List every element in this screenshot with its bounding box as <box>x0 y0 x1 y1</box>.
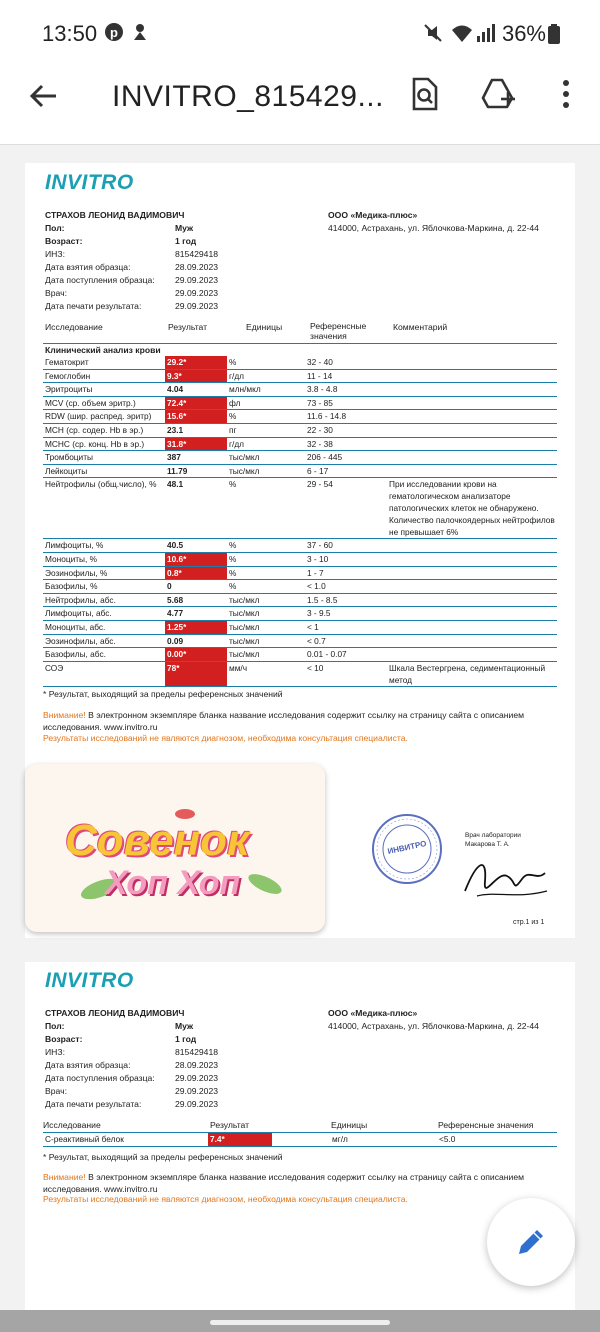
test-name: СОЭ <box>43 661 165 686</box>
patient-name: СТРАХОВ ЛЕОНИД ВАДИМОВИЧ <box>45 210 185 220</box>
units: г/дл <box>227 437 305 451</box>
table-row <box>43 451 557 465</box>
comment: При исследовании крови на гематологическом анализаторе патологических клеток не обнаружено. Количество палочкоядерных нейтрофилов не превышает 6% <box>387 478 557 539</box>
section-title: Клинический анализ крови <box>45 345 161 355</box>
spacer <box>272 1133 330 1147</box>
reference: < 10 <box>305 661 387 686</box>
result-value: 31.8* <box>165 437 227 451</box>
col-header-result: Результат <box>168 322 208 332</box>
table-row <box>43 580 557 594</box>
test-name: Лимфоциты, абс. <box>43 607 165 621</box>
units: % <box>227 478 305 539</box>
warning-label: Внимание! <box>43 1172 86 1182</box>
comment <box>387 539 557 553</box>
units: тыс/мкл <box>227 620 305 634</box>
comment <box>387 593 557 607</box>
comment <box>387 580 557 594</box>
table-row <box>43 566 557 580</box>
result-value: 7.4* <box>208 1133 272 1147</box>
more-options-icon[interactable] <box>556 76 592 112</box>
result-value: 9.3* <box>165 369 227 383</box>
units: тыс/мкл <box>227 451 305 465</box>
test-name: Гемоглобин <box>43 369 165 383</box>
reference: <5.0 <box>437 1133 557 1147</box>
test-name: Эозинофилы, абс. <box>43 634 165 648</box>
field-label: Пол: <box>45 223 65 233</box>
signature-icon <box>457 851 553 905</box>
result-value: 15.6* <box>165 410 227 424</box>
comment: Шкала Вестергрена, седиментационный метод <box>387 661 557 686</box>
pinterest-icon <box>104 22 124 47</box>
test-name: С-реактивный белок <box>43 1133 208 1147</box>
comment <box>387 437 557 451</box>
units: тыс/мкл <box>227 593 305 607</box>
reference: 1 - 7 <box>305 566 387 580</box>
field-label: Врач: <box>45 1086 67 1096</box>
result-value: 0.00* <box>165 648 227 662</box>
test-name: Моноциты, абс. <box>43 620 165 634</box>
test-name: Базофилы, абс. <box>43 648 165 662</box>
test-name: MCHC (ср. конц. Hb в эр.) <box>43 437 165 451</box>
units: тыс/мкл <box>227 634 305 648</box>
battery-percent: 36% <box>501 21 546 46</box>
clinic-name: ООО «Медика-плюс» <box>328 210 418 220</box>
units: млн/мкл <box>227 383 305 397</box>
table-row <box>43 1133 557 1147</box>
test-name: Эозинофилы, % <box>43 566 165 580</box>
units: тыс/мкл <box>227 464 305 478</box>
units: % <box>227 356 305 369</box>
test-name: Лимфоциты, % <box>43 539 165 553</box>
page-number: стр.1 из 1 <box>513 919 545 926</box>
doctor-signature-block <box>465 831 521 849</box>
units: тыс/мкл <box>227 648 305 662</box>
comment <box>387 566 557 580</box>
col-header-ref: Референсные значения <box>310 321 367 341</box>
ad-subtitle: Хоп Хоп <box>105 864 241 902</box>
patient-name: СТРАХОВ ЛЕОНИД ВАДИМОВИЧ <box>45 1008 185 1018</box>
result-value: 4.04 <box>165 383 227 397</box>
field-label: Дата взятия образца: <box>45 262 131 272</box>
reference: 22 - 30 <box>305 423 387 437</box>
result-value: 11.79 <box>165 464 227 478</box>
field-value: 29.09.2023 <box>175 275 219 285</box>
table-row <box>43 661 557 686</box>
result-value: 40.5 <box>165 539 227 553</box>
ad-title: Совенок <box>65 816 250 865</box>
comment <box>387 383 557 397</box>
table-row <box>43 607 557 621</box>
field-label: Дата взятия образца: <box>45 1060 131 1070</box>
field-value: 815429418 <box>175 1047 219 1057</box>
test-name: Эритроциты <box>43 383 165 397</box>
table-row <box>43 539 557 553</box>
app-bar <box>0 66 600 145</box>
field-value: 1 год <box>175 236 197 246</box>
crp-table <box>43 1132 557 1147</box>
test-name: Моноциты, % <box>43 552 165 566</box>
reference: 73 - 85 <box>305 396 387 410</box>
comment <box>387 607 557 621</box>
field-label: Дата поступления образца: <box>45 275 155 285</box>
field-label: ИНЗ: <box>45 1047 65 1057</box>
disclaimer: Результаты исследований не являются диагнозом, необходима консультация специалиста. <box>43 1194 408 1204</box>
comment <box>387 423 557 437</box>
invitro-logo: INVITRO <box>45 171 134 194</box>
svg-text:p: p <box>110 25 118 40</box>
table-row <box>43 552 557 566</box>
result-value: 0.8* <box>165 566 227 580</box>
warning-text: В электронном экземпляре бланка название исследования содержит ссылку на страницу сайта с описанием исследования. www.invitro.ru <box>43 710 525 732</box>
add-to-drive-icon[interactable] <box>480 76 516 112</box>
reference: < 1 <box>305 620 387 634</box>
warning-note <box>43 1171 558 1195</box>
result-value: 78* <box>165 661 227 686</box>
table-row <box>43 648 557 662</box>
field-value: 29.09.2023 <box>175 301 219 311</box>
table-row <box>43 396 557 410</box>
signal-icon <box>476 24 496 49</box>
invitro-logo: INVITRO <box>45 969 134 992</box>
result-value: 23.1 <box>165 423 227 437</box>
test-name: MCV (ср. объем эритр.) <box>43 396 165 410</box>
reference: 32 - 38 <box>305 437 387 451</box>
wifi-icon <box>450 22 474 49</box>
comment <box>387 648 557 662</box>
col-header-units: Единицы <box>246 322 283 332</box>
table-row <box>43 369 557 383</box>
comment <box>387 356 557 369</box>
col-header-units: Единицы <box>331 1120 368 1130</box>
field-label: Возраст: <box>45 1034 83 1044</box>
warning-text: В электронном экземпляре бланка название исследования содержит ссылку на страницу сайта с описанием исследования. www.invitro.ru <box>43 1172 525 1194</box>
field-label: Дата печати результата: <box>45 301 142 311</box>
reference: < 0.7 <box>305 634 387 648</box>
result-value: 48.1 <box>165 478 227 539</box>
table-row <box>43 593 557 607</box>
warning-note <box>43 709 558 733</box>
col-header-ref: Референсные значения <box>438 1120 534 1130</box>
col-header-comment: Комментарий <box>393 322 448 332</box>
units: % <box>227 580 305 594</box>
col-header-test: Исследование <box>43 1120 101 1130</box>
test-name: Гематокрит <box>43 356 165 369</box>
table-row <box>43 620 557 634</box>
test-name: MCH (ср. содер. Hb в эр.) <box>43 423 165 437</box>
units: мг/л <box>330 1133 437 1147</box>
reference: 37 - 60 <box>305 539 387 553</box>
advertisement-banner[interactable] <box>25 764 325 932</box>
test-name: Нейтрофилы (общ.число), % <box>43 478 165 539</box>
search-document-icon[interactable] <box>406 76 442 112</box>
comment <box>387 396 557 410</box>
table-row <box>43 423 557 437</box>
result-value: 0.09 <box>165 634 227 648</box>
units: тыс/мкл <box>227 607 305 621</box>
comment <box>387 410 557 424</box>
battery-icon <box>548 24 560 49</box>
field-label: Возраст: <box>45 236 83 246</box>
col-header-test: Исследование <box>45 322 103 332</box>
field-label: Дата печати результата: <box>45 1099 142 1109</box>
reference: 206 - 445 <box>305 451 387 465</box>
table-row <box>43 478 557 539</box>
warning-label: Внимание! <box>43 710 86 720</box>
units: г/дл <box>227 369 305 383</box>
field-label: ИНЗ: <box>45 249 65 259</box>
reference: 0.01 - 0.07 <box>305 648 387 662</box>
disclaimer: Результаты исследований не являются диагнозом, необходима консультация специалиста. <box>43 733 408 743</box>
lab-stamp <box>371 813 443 885</box>
result-value: 4.77 <box>165 607 227 621</box>
reference: 6 - 17 <box>305 464 387 478</box>
footnote: * Результат, выходящий за пределы референсных значений <box>43 689 283 699</box>
comment <box>387 369 557 383</box>
result-value: 387 <box>165 451 227 465</box>
pencil-icon <box>515 1226 547 1258</box>
reference: 29 - 54 <box>305 478 387 539</box>
clinic-address: 414000, Астрахань, ул. Яблочкова-Маркина, д. 22-44 <box>328 223 539 233</box>
comment <box>387 464 557 478</box>
result-value: 5.68 <box>165 593 227 607</box>
units: % <box>227 566 305 580</box>
comment <box>387 620 557 634</box>
table-row <box>43 464 557 478</box>
reference: < 1.0 <box>305 580 387 594</box>
result-value: 10.6* <box>165 552 227 566</box>
back-arrow-icon[interactable] <box>26 78 62 114</box>
test-name: Нейтрофилы, абс. <box>43 593 165 607</box>
result-value: 72.4* <box>165 396 227 410</box>
test-name: Лейкоциты <box>43 464 165 478</box>
document-title: INVITRO_815429... <box>112 80 384 113</box>
units: % <box>227 539 305 553</box>
test-name: RDW (шир. распред. эритр) <box>43 410 165 424</box>
notification-icon <box>130 22 150 47</box>
field-value: 28.09.2023 <box>175 1060 219 1070</box>
col-header-result: Результат <box>210 1120 250 1130</box>
table-row <box>43 383 557 397</box>
footnote: * Результат, выходящий за пределы референсных значений <box>43 1152 283 1162</box>
results-table <box>43 356 557 687</box>
field-label: Дата поступления образца: <box>45 1073 155 1083</box>
reference: 11.6 - 14.8 <box>305 410 387 424</box>
units: пг <box>227 423 305 437</box>
table-row <box>43 410 557 424</box>
mute-icon <box>422 22 444 49</box>
field-value: 29.09.2023 <box>175 288 219 298</box>
clinic-name: ООО «Медика-плюс» <box>328 1008 418 1018</box>
comment <box>387 634 557 648</box>
comment <box>387 552 557 566</box>
field-value: 1 год <box>175 1034 197 1044</box>
test-name: Тромбоциты <box>43 451 165 465</box>
comment <box>387 451 557 465</box>
units: фл <box>227 396 305 410</box>
field-value: 29.09.2023 <box>175 1099 219 1109</box>
document-page-1 <box>25 163 575 938</box>
clinic-address: 414000, Астрахань, ул. Яблочкова-Маркина, д. 22-44 <box>328 1021 539 1031</box>
field-value: 28.09.2023 <box>175 262 219 272</box>
status-time: 13:50 <box>42 21 98 46</box>
field-value: Муж <box>175 223 194 233</box>
reference: 3 - 10 <box>305 552 387 566</box>
reference: 32 - 40 <box>305 356 387 369</box>
edit-button[interactable] <box>487 1198 575 1286</box>
units: мм/ч <box>227 661 305 686</box>
field-value: 29.09.2023 <box>175 1073 219 1083</box>
result-value: 29.2* <box>165 356 227 369</box>
document-page-2 <box>25 962 575 1332</box>
doctor-title: Врач лаборатории <box>465 832 521 839</box>
result-value: 0 <box>165 580 227 594</box>
table-row <box>43 437 557 451</box>
table-row <box>43 634 557 648</box>
home-handle[interactable] <box>210 1320 390 1325</box>
units: % <box>227 552 305 566</box>
reference: 3.8 - 4.8 <box>305 383 387 397</box>
reference: 1.5 - 8.5 <box>305 593 387 607</box>
table-row <box>43 356 557 369</box>
status-bar <box>0 0 600 66</box>
doctor-name: Макарова Т. А. <box>465 841 510 848</box>
reference: 11 - 14 <box>305 369 387 383</box>
units: % <box>227 410 305 424</box>
stamp-text: ИНВИТРО <box>386 839 428 856</box>
field-label: Врач: <box>45 288 67 298</box>
field-label: Пол: <box>45 1021 65 1031</box>
result-value: 1.25* <box>165 620 227 634</box>
gesture-nav-bar <box>0 1310 600 1332</box>
test-name: Базофилы, % <box>43 580 165 594</box>
field-value: 815429418 <box>175 249 219 259</box>
field-value: Муж <box>175 1021 194 1031</box>
reference: 3 - 9.5 <box>305 607 387 621</box>
field-value: 29.09.2023 <box>175 1086 219 1096</box>
